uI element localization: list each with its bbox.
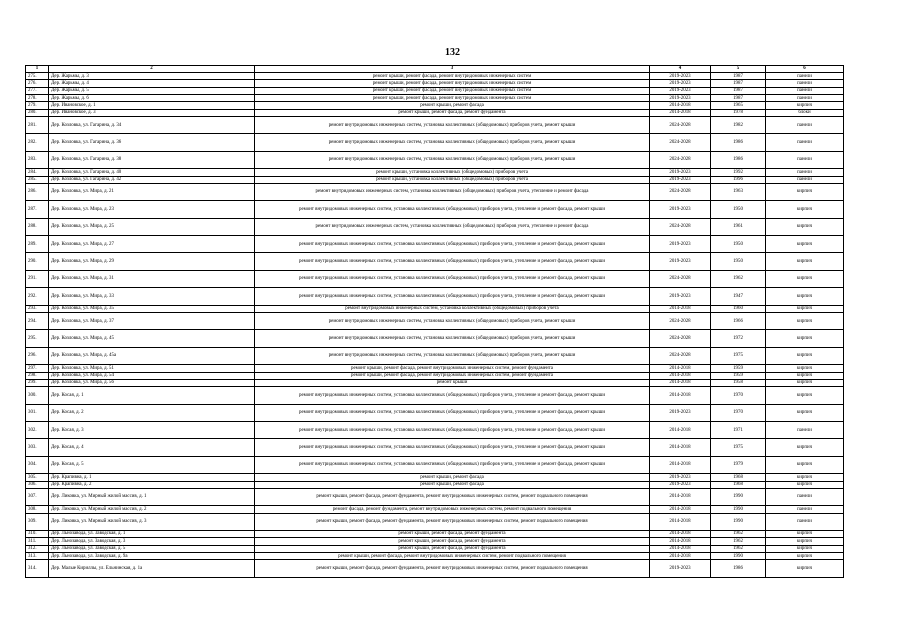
work-types-cell: ремонт крыши, установка коллективных (общедомовых) приборов учета	[255, 169, 650, 176]
wall-material-cell: кирпич	[766, 201, 844, 218]
work-types-cell: ремонт крыши, ремонт фасада, ремонт внутридомовых инженерных систем, ремонт фундамента	[255, 365, 650, 372]
build-year-cell: 1958	[711, 379, 766, 386]
work-types-cell: ремонт внутридомовых инженерных систем, установка коллективных (общедомовых) приборов учета, утепление и ремонт фасада, ремонт крыши	[255, 404, 650, 421]
table-row	[26, 169, 844, 176]
column-header: 6	[766, 66, 844, 73]
build-year-cell: 1959	[711, 372, 766, 379]
address-cell: Дер. Козловка, ул. Мира, д. 54	[49, 372, 255, 379]
table-row	[26, 560, 844, 577]
period-cell: 2019-2023	[650, 288, 711, 305]
wall-material-cell: кирпич	[766, 404, 844, 421]
work-types-cell: ремонт внутридомовых инженерных систем, установка коллективных (общедомовых) приборов учета, утепление и ремонт фасада, ремонт крыши	[255, 236, 650, 253]
table-row	[26, 474, 844, 481]
wall-material-cell: панели	[766, 80, 844, 87]
address-cell: Дер. Ликовка, ул. Мирный жилой массив, д. 2	[49, 506, 255, 513]
table-row	[26, 109, 844, 116]
work-types-cell: ремонт крыши, установка коллективных (общедомовых) приборов учета	[255, 176, 650, 183]
build-year-cell: 1982	[711, 117, 766, 134]
address-cell: Дер. Ивановское, д. 1	[49, 102, 255, 109]
table-row	[26, 288, 844, 305]
row-number-cell: 300.	[26, 387, 49, 404]
build-year-cell: 1968	[711, 474, 766, 481]
address-cell: Дер. Козловка, ул. Мира, д. 31	[49, 270, 255, 287]
row-number-cell: 304.	[26, 456, 49, 473]
row-number-cell: 288.	[26, 218, 49, 235]
address-cell: Дер. Козловка, ул. Мира, д. 21	[49, 183, 255, 200]
work-types-cell: ремонт крыши, ремонт фасада, ремонт фундамента	[255, 530, 650, 537]
wall-material-cell: кирпич	[766, 270, 844, 287]
address-cell: Дер. Косая, д. 3	[49, 421, 255, 438]
address-cell: Дер. Малые Кириллы, ул. Ельнинская, д. 1а	[49, 560, 255, 577]
work-types-cell: ремонт внутридомовых инженерных систем, установка коллективных (общедомовых) приборов учета, утепление и ремонт фасада, ремонт крыши	[255, 387, 650, 404]
row-number-cell: 284.	[26, 169, 49, 176]
wall-material-cell: панели	[766, 506, 844, 513]
row-number-cell: 278.	[26, 95, 49, 102]
period-cell: 2014-2018	[650, 513, 711, 530]
row-number-cell: 282.	[26, 134, 49, 151]
build-year-cell: 1950	[711, 201, 766, 218]
address-cell: Дер. Козловка, ул. Мира, д. 35	[49, 305, 255, 312]
work-types-cell: ремонт внутридомовых инженерных систем, установка коллективных (общедомовых) приборов учета, ремонт крыши	[255, 313, 650, 330]
build-year-cell: 1966	[711, 313, 766, 330]
table-row	[26, 488, 844, 505]
wall-material-cell: кирпич	[766, 305, 844, 312]
wall-material-cell: кирпич	[766, 553, 844, 560]
address-cell: Дер. Козловка, ул. Мира, д. 45	[49, 330, 255, 347]
work-types-cell: ремонт крыши, ремонт фасада, ремонт внутридомовых инженерных систем	[255, 73, 650, 80]
table-row	[26, 151, 844, 168]
address-cell: Дер. Жарьмы, д. 4	[49, 80, 255, 87]
address-cell: Дер. Жарьмы, д. 6	[49, 95, 255, 102]
column-number-header-row	[26, 66, 844, 73]
table-row	[26, 80, 844, 87]
housing-register-table	[25, 65, 844, 578]
table-row	[26, 236, 844, 253]
wall-material-cell: кирпич	[766, 456, 844, 473]
build-year-cell: 1950	[711, 253, 766, 270]
wall-material-cell: панели	[766, 134, 844, 151]
row-number-cell: 291.	[26, 270, 49, 287]
row-number-cell: 279.	[26, 102, 49, 109]
work-types-cell: ремонт крыши, ремонт фасада, ремонт внутридомовых инженерных систем	[255, 80, 650, 87]
period-cell: 2014-2018	[650, 387, 711, 404]
table-row	[26, 387, 844, 404]
row-number-cell: 297.	[26, 365, 49, 372]
row-number-cell: 290.	[26, 253, 49, 270]
wall-material-cell: панели	[766, 73, 844, 80]
wall-material-cell: кирпич	[766, 288, 844, 305]
address-cell: Дер. Жарьмы, д. 5	[49, 87, 255, 94]
address-cell: Дер. Льнозавода, ул. Заводская, д. 5	[49, 545, 255, 552]
address-cell: Дер. Косая, д. 5	[49, 456, 255, 473]
period-cell: 2014-2018	[650, 439, 711, 456]
address-cell: Дер. Жарьмы, д. 3	[49, 73, 255, 80]
address-cell: Дер. Льнозавода, ул. Заводская, д. 3	[49, 538, 255, 545]
wall-material-cell: панели	[766, 176, 844, 183]
period-cell: 2024-2028	[650, 347, 711, 364]
row-number-cell: 303.	[26, 439, 49, 456]
address-cell: Дер. Козловка, ул. Мира, д. 23	[49, 201, 255, 218]
period-cell: 2019-2023	[650, 169, 711, 176]
build-year-cell: 1990	[711, 488, 766, 505]
period-cell: 2019-2023	[650, 404, 711, 421]
period-cell: 2024-2028	[650, 218, 711, 235]
address-cell: Дер. Козловка, ул. Гагарина, д. 40	[49, 169, 255, 176]
wall-material-cell: кирпич	[766, 560, 844, 577]
work-types-cell: ремонт внутридомовых инженерных систем, установка коллективных (общедомовых) приборов учета, ремонт крыши	[255, 134, 650, 151]
wall-material-cell: кирпич	[766, 530, 844, 537]
table-row	[26, 439, 844, 456]
wall-material-cell: кирпич	[766, 387, 844, 404]
work-types-cell: ремонт внутридомовых инженерных систем, установка коллективных (общедомовых) приборов учета, утепление и ремонт фасада	[255, 183, 650, 200]
wall-material-cell: кирпич	[766, 379, 844, 386]
work-types-cell: ремонт внутридомовых инженерных систем, установка коллективных (общедомовых) приборов учета, ремонт крыши	[255, 330, 650, 347]
period-cell: 2014-2018	[650, 109, 711, 116]
row-number-cell: 311.	[26, 538, 49, 545]
table-row	[26, 530, 844, 537]
period-cell: 2014-2018	[650, 365, 711, 372]
row-number-cell: 287.	[26, 201, 49, 218]
row-number-cell: 312.	[26, 545, 49, 552]
row-number-cell: 313.	[26, 553, 49, 560]
table-row	[26, 481, 844, 488]
work-types-cell: ремонт внутридомовых инженерных систем, установка коллективных (общедомовых) приборов учета, утепление и ремонт фасада	[255, 218, 650, 235]
address-cell: Дер. Крапивна, д. 1	[49, 474, 255, 481]
row-number-cell: 277.	[26, 87, 49, 94]
wall-material-cell: панели	[766, 421, 844, 438]
table-row	[26, 218, 844, 235]
period-cell: 2014-2018	[650, 456, 711, 473]
address-cell: Дер. Ликовка, ул. Мирный жилой массив, д. 3	[49, 513, 255, 530]
row-number-cell: 308.	[26, 506, 49, 513]
period-cell: 2014-2018	[650, 530, 711, 537]
wall-material-cell: кирпич	[766, 481, 844, 488]
build-year-cell: 1987	[711, 95, 766, 102]
wall-material-cell: кирпич	[766, 313, 844, 330]
build-year-cell: 1987	[711, 87, 766, 94]
wall-material-cell: блоки	[766, 109, 844, 116]
row-number-cell: 281.	[26, 117, 49, 134]
build-year-cell: 1996	[711, 176, 766, 183]
wall-material-cell: кирпич	[766, 545, 844, 552]
work-types-cell: ремонт крыши, ремонт фасада, ремонт фундамента, ремонт внутридомовых инженерных систем, ремонт подвального помещения	[255, 488, 650, 505]
wall-material-cell: кирпич	[766, 218, 844, 235]
period-cell: 2014-2018	[650, 372, 711, 379]
table-row	[26, 134, 844, 151]
work-types-cell: ремонт крыши, ремонт фасада, ремонт внутридомовых инженерных систем, ремонт подвального помещения	[255, 553, 650, 560]
build-year-cell: 1959	[711, 365, 766, 372]
row-number-cell: 314.	[26, 560, 49, 577]
address-cell: Дер. Козловка, ул. Гагарина, д. 34	[49, 117, 255, 134]
address-cell: Дер. Крапивна, д. 2	[49, 481, 255, 488]
period-cell: 2024-2028	[650, 134, 711, 151]
work-types-cell: ремонт крыши, ремонт фасада, ремонт фундамента	[255, 109, 650, 116]
period-cell: 2019-2023	[650, 80, 711, 87]
table-row	[26, 176, 844, 183]
row-number-cell: 302.	[26, 421, 49, 438]
row-number-cell: 295.	[26, 330, 49, 347]
period-cell: 2019-2023	[650, 87, 711, 94]
table-row	[26, 183, 844, 200]
table-row	[26, 201, 844, 218]
table-row	[26, 73, 844, 80]
build-year-cell: 1965	[711, 102, 766, 109]
build-year-cell: 1962	[711, 530, 766, 537]
address-cell: Дер. Козловка, ул. Мира, д. 37	[49, 313, 255, 330]
period-cell: 2019-2023	[650, 236, 711, 253]
address-cell: Дер. Козловка, ул. Мира, д. 33	[49, 288, 255, 305]
period-cell: 2014-2018	[650, 379, 711, 386]
wall-material-cell: кирпич	[766, 102, 844, 109]
work-types-cell: ремонт крыши, ремонт фасада, ремонт фундамента	[255, 538, 650, 545]
work-types-cell: ремонт крыши, ремонт фасада	[255, 102, 650, 109]
row-number-cell: 293.	[26, 305, 49, 312]
work-types-cell: ремонт крыши, ремонт фасада, ремонт внутридомовых инженерных систем	[255, 87, 650, 94]
period-cell: 2014-2018	[650, 102, 711, 109]
period-cell: 2019-2023	[650, 560, 711, 577]
address-cell: Дер. Козловка, ул. Мира, д. 45а	[49, 347, 255, 364]
table-row	[26, 95, 844, 102]
table-row	[26, 513, 844, 530]
build-year-cell: 1990	[711, 553, 766, 560]
period-cell: 2014-2018	[650, 538, 711, 545]
period-cell: 2014-2018	[650, 506, 711, 513]
table-row	[26, 102, 844, 109]
period-cell: 2019-2023	[650, 176, 711, 183]
row-number-cell: 296.	[26, 347, 49, 364]
period-cell: 2024-2028	[650, 117, 711, 134]
build-year-cell: 1975	[711, 347, 766, 364]
row-number-cell: 280.	[26, 109, 49, 116]
work-types-cell: ремонт внутридомовых инженерных систем, установка коллективных (общедомовых) приборов учета, утепление и ремонт фасада, ремонт крыши	[255, 421, 650, 438]
wall-material-cell: кирпич	[766, 439, 844, 456]
work-types-cell: ремонт крыши, ремонт фасада, ремонт фундамента, ремонт внутридомовых инженерных систем, ремонт подвального помещения	[255, 513, 650, 530]
table-row	[26, 421, 844, 438]
address-cell: Дер. Козловка, ул. Гагарина, д. 38	[49, 151, 255, 168]
wall-material-cell: кирпич	[766, 372, 844, 379]
build-year-cell: 1962	[711, 545, 766, 552]
row-number-cell: 292.	[26, 288, 49, 305]
row-number-cell: 294.	[26, 313, 49, 330]
period-cell: 2014-2018	[650, 553, 711, 560]
build-year-cell: 1990	[711, 513, 766, 530]
address-cell: Дер. Козловка, ул. Гагарина, д. 42	[49, 176, 255, 183]
work-types-cell: ремонт крыши, ремонт фасада, ремонт внутридомовых инженерных систем	[255, 95, 650, 102]
column-header: 1	[26, 66, 49, 73]
wall-material-cell: кирпич	[766, 236, 844, 253]
table-row	[26, 330, 844, 347]
row-number-cell: 305.	[26, 474, 49, 481]
row-number-cell: 299.	[26, 379, 49, 386]
table-row	[26, 456, 844, 473]
row-number-cell: 298.	[26, 372, 49, 379]
table-row	[26, 365, 844, 372]
address-cell: Дер. Льнозавода, ул. Заводская, д. 1	[49, 530, 255, 537]
build-year-cell: 1971	[711, 421, 766, 438]
address-cell: Дер. Козловка, ул. Мира, д. 25	[49, 218, 255, 235]
period-cell: 2019-2023	[650, 73, 711, 80]
table-row	[26, 379, 844, 386]
table-row	[26, 117, 844, 134]
work-types-cell: ремонт внутридомовых инженерных систем, установка коллективных (общедомовых) приборов учета, ремонт крыши	[255, 151, 650, 168]
wall-material-cell: панели	[766, 169, 844, 176]
build-year-cell: 1962	[711, 538, 766, 545]
build-year-cell: 1986	[711, 560, 766, 577]
period-cell: 2014-2018	[650, 421, 711, 438]
work-types-cell: ремонт крыши, ремонт фасада	[255, 474, 650, 481]
work-types-cell: ремонт внутридомовых инженерных систем, установка коллективных (общедомовых) приборов учета, ремонт крыши	[255, 117, 650, 134]
period-cell: 2019-2023	[650, 481, 711, 488]
row-number-cell: 310.	[26, 530, 49, 537]
table-row	[26, 253, 844, 270]
work-types-cell: ремонт крыши, ремонт фасада, ремонт фундамента, ремонт внутридомовых инженерных систем, ремонт подвального помещения	[255, 560, 650, 577]
column-header: 5	[711, 66, 766, 73]
address-cell: Дер. Ивановское, д. 3	[49, 109, 255, 116]
table-row	[26, 538, 844, 545]
table-row	[26, 87, 844, 94]
work-types-cell: ремонт фасада, ремонт фундамента, ремонт внутридомовых инженерных систем, ремонт подвального помещения	[255, 506, 650, 513]
build-year-cell: 1963	[711, 183, 766, 200]
build-year-cell: 1947	[711, 288, 766, 305]
work-types-cell: ремонт внутридомовых инженерных систем, установка коллективных (общедомовых) приборов учета, утепление и ремонт фасада, ремонт крыши	[255, 288, 650, 305]
period-cell: 2019-2023	[650, 95, 711, 102]
address-cell: Дер. Ликовка, ул. Мирный жилой массив, д. 1	[49, 488, 255, 505]
build-year-cell: 1992	[711, 169, 766, 176]
table-row	[26, 545, 844, 552]
period-cell: 2024-2028	[650, 330, 711, 347]
work-types-cell: ремонт крыши, ремонт фасада, ремонт фундамента	[255, 545, 650, 552]
address-cell: Дер. Льнозавода, ул. Заводская, д. 9а	[49, 553, 255, 560]
row-number-cell: 283.	[26, 151, 49, 168]
build-year-cell: 1987	[711, 73, 766, 80]
work-types-cell: ремонт внутридомовых инженерных систем, установка коллективных (общедомовых) приборов учета, утепление и ремонт фасада, ремонт крыши	[255, 439, 650, 456]
build-year-cell: 1960	[711, 305, 766, 312]
period-cell: 2024-2028	[650, 151, 711, 168]
work-types-cell: ремонт крыши, ремонт фасада	[255, 481, 650, 488]
build-year-cell: 1962	[711, 270, 766, 287]
build-year-cell: 1972	[711, 330, 766, 347]
table-row	[26, 313, 844, 330]
period-cell: 2019-2023	[650, 474, 711, 481]
wall-material-cell: кирпич	[766, 330, 844, 347]
build-year-cell: 1975	[711, 439, 766, 456]
row-number-cell: 289.	[26, 236, 49, 253]
wall-material-cell: панели	[766, 117, 844, 134]
address-cell: Дер. Косая, д. 1	[49, 387, 255, 404]
address-cell: Дер. Козловка, ул. Мира, д. 51	[49, 365, 255, 372]
address-cell: Дер. Козловка, ул. Гагарина, д. 36	[49, 134, 255, 151]
build-year-cell: 1986	[711, 151, 766, 168]
page-number: 132	[445, 47, 460, 58]
build-year-cell: 1986	[711, 134, 766, 151]
address-cell: Дер. Козловка, ул. Мира, д. 27	[49, 236, 255, 253]
work-types-cell: ремонт крыши, ремонт фасада, ремонт внутридомовых инженерных систем, ремонт фундамента	[255, 372, 650, 379]
work-types-cell: ремонт внутридомовых инженерных систем, установка коллективных (общедомовых) приборов учета, утепление и ремонт фасада, ремонт крыши	[255, 253, 650, 270]
column-header: 3	[255, 66, 650, 73]
period-cell: 2014-2018	[650, 488, 711, 505]
build-year-cell: 1978	[711, 109, 766, 116]
period-cell: 2024-2028	[650, 183, 711, 200]
build-year-cell: 1970	[711, 387, 766, 404]
table-row	[26, 404, 844, 421]
period-cell: 2019-2023	[650, 253, 711, 270]
work-types-cell: ремонт внутридомовых инженерных систем, установка коллективных (общедомовых) приборов учета, утепление и ремонт фасада, ремонт крыши	[255, 270, 650, 287]
row-number-cell: 285.	[26, 176, 49, 183]
wall-material-cell: кирпич	[766, 365, 844, 372]
address-cell: Дер. Козловка, ул. Мира, д. 56	[49, 379, 255, 386]
period-cell: 2014-2018	[650, 545, 711, 552]
wall-material-cell: панели	[766, 488, 844, 505]
table-body	[26, 66, 844, 578]
address-cell: Дер. Косая, д. 2	[49, 404, 255, 421]
address-cell: Дер. Козловка, ул. Мира, д. 29	[49, 253, 255, 270]
work-types-cell: ремонт внутридомовых инженерных систем, установка коллективных (общедомовых) приборов учета	[255, 305, 650, 312]
build-year-cell: 1950	[711, 236, 766, 253]
wall-material-cell: кирпич	[766, 253, 844, 270]
table-row	[26, 553, 844, 560]
wall-material-cell: кирпич	[766, 538, 844, 545]
build-year-cell: 1970	[711, 404, 766, 421]
table-row	[26, 305, 844, 312]
table-row	[26, 270, 844, 287]
row-number-cell: 301.	[26, 404, 49, 421]
row-number-cell: 276.	[26, 80, 49, 87]
row-number-cell: 307.	[26, 488, 49, 505]
build-year-cell: 1987	[711, 80, 766, 87]
row-number-cell: 306.	[26, 481, 49, 488]
wall-material-cell: кирпич	[766, 183, 844, 200]
build-year-cell: 1990	[711, 506, 766, 513]
table-row	[26, 506, 844, 513]
work-types-cell: ремонт внутридомовых инженерных систем, установка коллективных (общедомовых) приборов учета, утепление и ремонт фасада, ремонт крыши	[255, 201, 650, 218]
row-number-cell: 309.	[26, 513, 49, 530]
period-cell: 2014-2018	[650, 305, 711, 312]
column-header: 2	[49, 66, 255, 73]
period-cell: 2024-2028	[650, 313, 711, 330]
build-year-cell: 1979	[711, 456, 766, 473]
address-cell: Дер. Косая, д. 4	[49, 439, 255, 456]
column-header: 4	[650, 66, 711, 73]
build-year-cell: 1968	[711, 481, 766, 488]
period-cell: 2024-2028	[650, 270, 711, 287]
period-cell: 2019-2023	[650, 201, 711, 218]
row-number-cell: 286.	[26, 183, 49, 200]
table-row	[26, 372, 844, 379]
work-types-cell: ремонт внутридомовых инженерных систем, установка коллективных (общедомовых) приборов учета, утепление и ремонт фасада, ремонт крыши	[255, 456, 650, 473]
wall-material-cell: кирпич	[766, 347, 844, 364]
work-types-cell: ремонт крыши	[255, 379, 650, 386]
wall-material-cell: панели	[766, 151, 844, 168]
wall-material-cell: панели	[766, 95, 844, 102]
wall-material-cell: панели	[766, 87, 844, 94]
wall-material-cell: панели	[766, 513, 844, 530]
wall-material-cell: кирпич	[766, 474, 844, 481]
work-types-cell: ремонт внутридомовых инженерных систем, установка коллективных (общедомовых) приборов учета, ремонт крыши	[255, 347, 650, 364]
build-year-cell: 1961	[711, 218, 766, 235]
table-row	[26, 347, 844, 364]
row-number-cell: 275.	[26, 73, 49, 80]
